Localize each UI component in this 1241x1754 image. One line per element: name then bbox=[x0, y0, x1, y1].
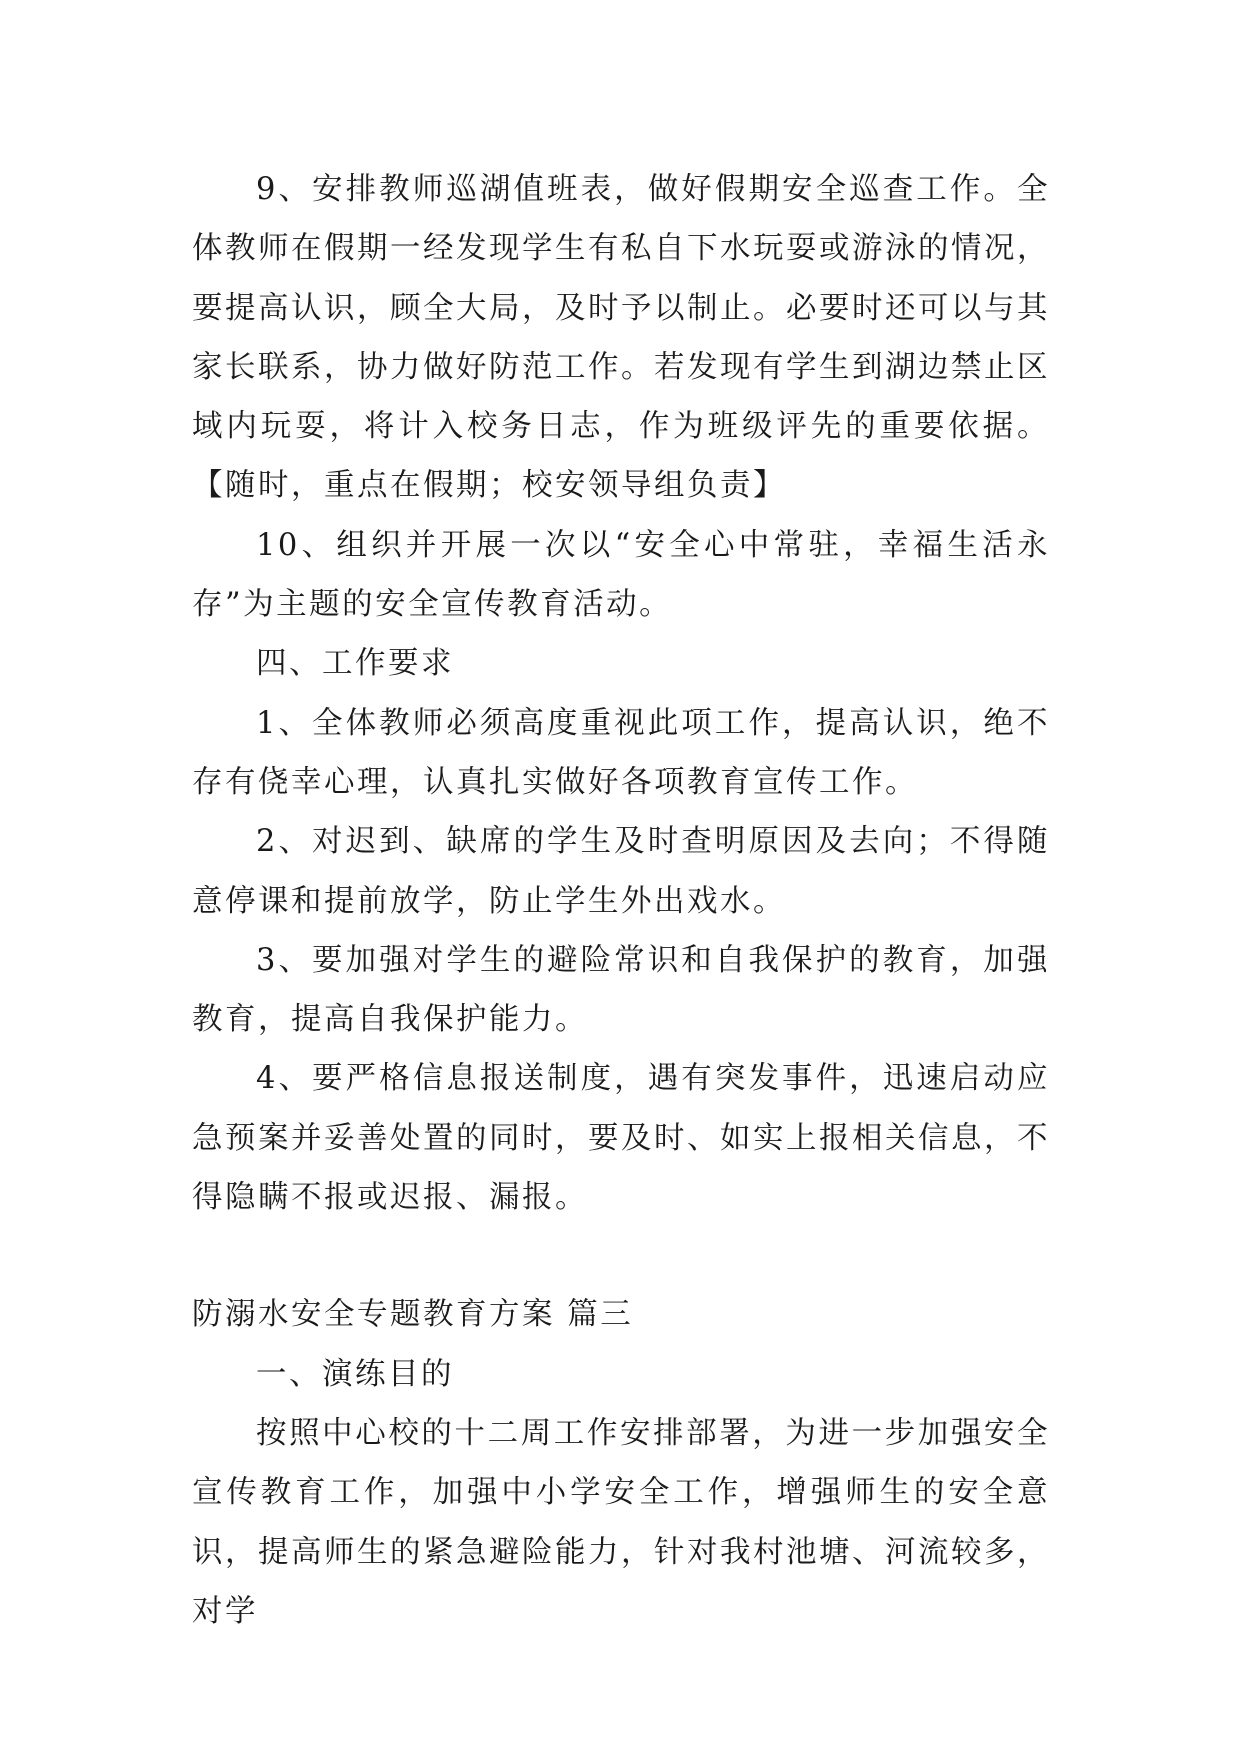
section-title: 防溺水安全专题教育方案 篇三 bbox=[192, 1297, 634, 1333]
document-body bbox=[192, 160, 1050, 1641]
section-spacer bbox=[192, 1227, 1050, 1285]
paragraph-requirement-2: 2、对迟到、缺席的学生及时查明原因及去向；不得随意停课和提前放学，防止学生外出戏水。 bbox=[192, 824, 1050, 919]
paragraph-drill-purpose: 按照中心校的十二周工作安排部署，为进一步加强安全宣传教育工作，加强中小学安全工作，增强师生的安全意识，提高师生的紧急避险能力，针对我村池塘、河流较多，对学 bbox=[192, 1415, 1050, 1629]
paragraph-item-10: 10、组织并开展一次以“安全心中常驻，幸福生活永存”为主题的安全宣传教育活动。 bbox=[192, 527, 1050, 623]
paragraph-requirement-1: 1、全体教师必须高度重视此项工作，提高认识，绝不存有侥幸心理，认真扎实做好各项教育宣传工作。 bbox=[192, 705, 1050, 800]
heading-work-requirements: 四、工作要求 bbox=[256, 646, 454, 682]
heading-drill-purpose: 一、演练目的 bbox=[256, 1356, 454, 1392]
paragraph-requirement-3: 3、要加强对学生的避险常识和自我保护的教育，加强教育，提高自我保护能力。 bbox=[192, 942, 1050, 1038]
paragraph-requirement-4: 4、要严格信息报送制度，遇有突发事件，迅速启动应急预案并妥善处置的同时，要及时、如实上报相关信息，不得隐瞒不报或迟报、漏报。 bbox=[192, 1061, 1050, 1216]
paragraph-item-9: 9、安排教师巡湖值班表，做好假期安全巡查工作。全体教师在假期一经发现学生有私自下水玩耍或游泳的情况，要提高认识，顾全大局，及时予以制止。必要时还可以与其家长联系，协力做好防范工作。若发现有学生到湖边禁止区域内玩耍，将计入校务日志，作为班级评先的重要依据。【随时，重点在假期；校安领导组负责】 bbox=[192, 172, 1050, 504]
